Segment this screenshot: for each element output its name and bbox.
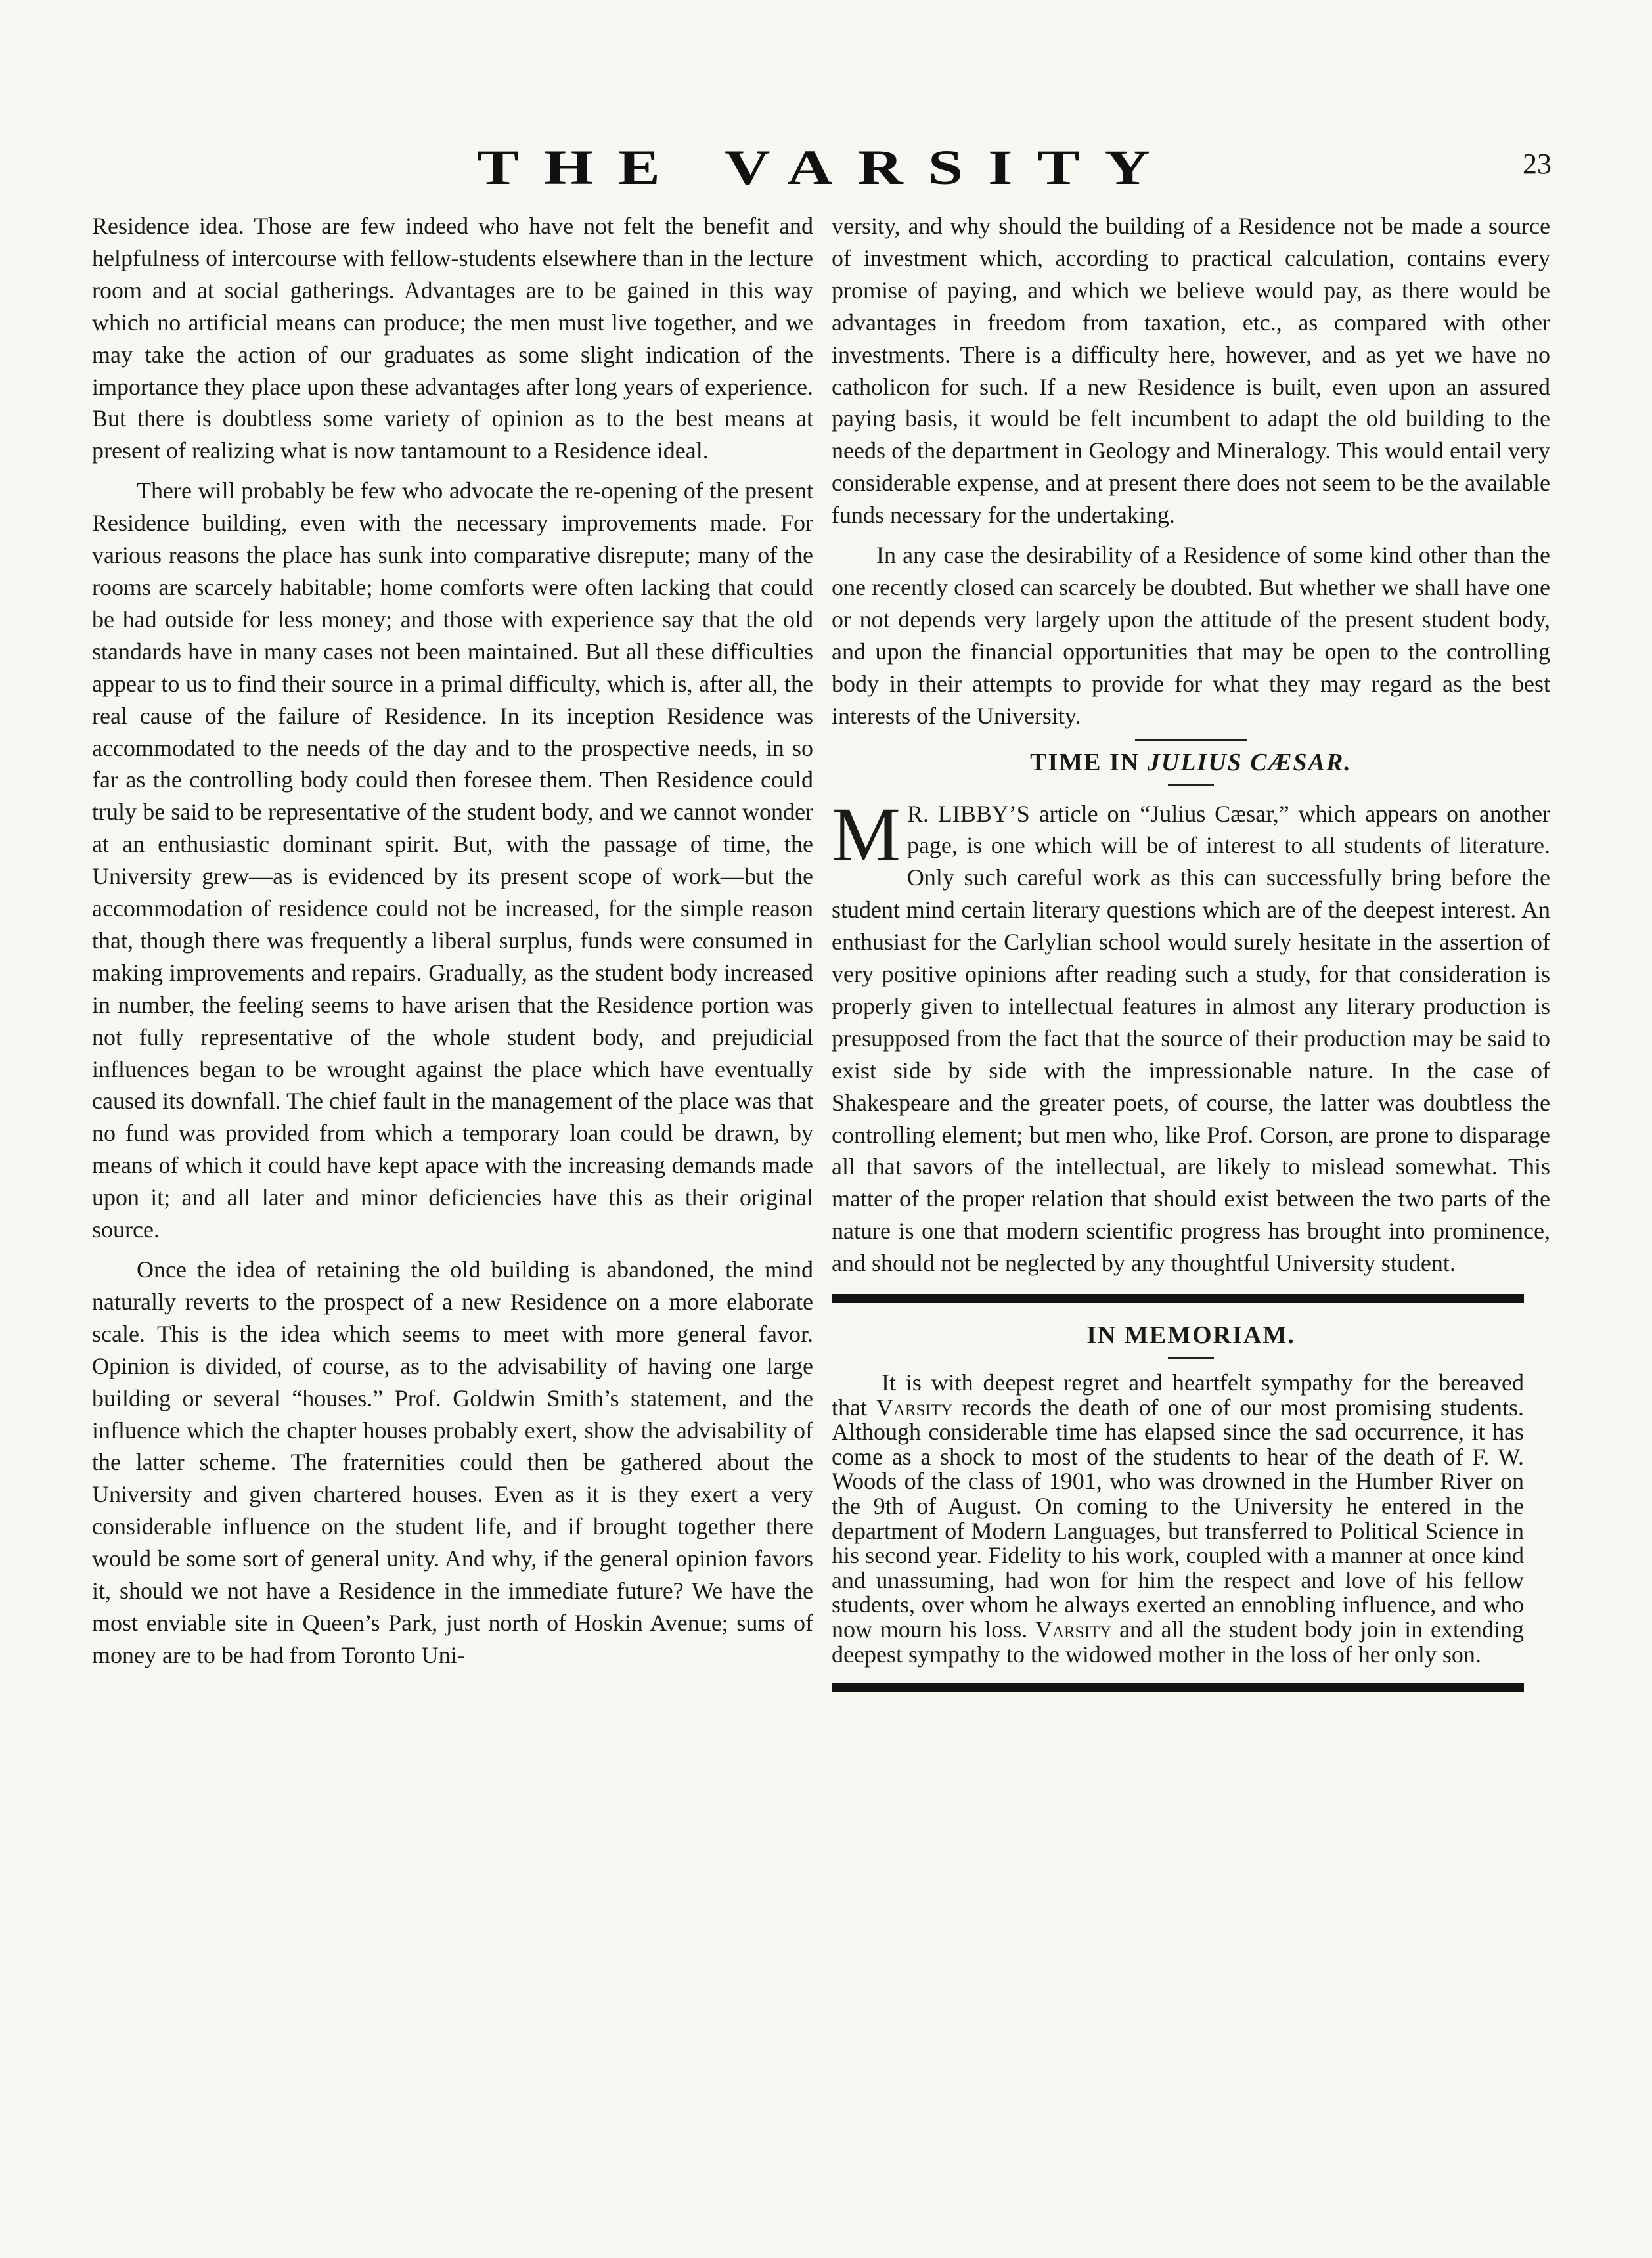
memoriam-text-c: and all the student body join in extending deepest sympathy to the widowed mother in the loss of her only son.	[832, 1616, 1524, 1668]
heading-underline	[1168, 784, 1214, 786]
varsity-name: Varsity	[876, 1394, 953, 1421]
memoriam-text-b: records the death of one of our most promising students. Although considerable time has elapsed since the sad occurrence, it has come as a shock to most of the students to hear of the death of F. W. Woods of the class of 1901, who was drowned in the Humber River on the 9th of August. On coming to the University he entered in the department of Modern Languages, but transferred to Political Science in his second year. Fidelity to his work, coupled with a manner at once kind and unassuming, had won for him the respect and love of his fellow students, over whom he always exerted an ennobling influence, and who now mourn his loss.	[832, 1394, 1525, 1643]
masthead-title: THE VARSITY	[477, 139, 1175, 195]
julius-caesar-heading-prefix: TIME IN	[1030, 748, 1140, 776]
julius-caesar-heading	[832, 741, 1550, 784]
page-number: 23	[1523, 148, 1552, 180]
in-memoriam-article	[832, 1371, 1524, 1667]
julius-caesar-paragraph: R. LIBBY’S article on “Julius Cæsar,” which appears on another page, is one which will be of interest to all students of literature. Only such careful work as this can successfully bring before the student mind certain literary questions which are of the deepest interest. An enthusiast for the Carlylian school would surely hesitate in the assertion of very positive opinions after reading such a study, for that consideration is properly given to intellectual features in almost any literary production is presupposed from the fact that the source of their production may be said to exist side by side with the impressionable nature. In the case of Shakespeare and the greater poets, of course, the latter was doubtless the controlling element; but men who, like Prof. Corson, are prone to disparage all that savors of the intellectual, are likely to mislead somewhat. This matter of the proper relation that should exist between the two parts of the nature is one that modern scientific progress has brought into prominence, and should not be neglected by any thoughtful University student.	[832, 800, 1550, 1277]
right-paragraph-1: versity, and why should the building of a Residence not be made a source of investment which, according to practical calculation, contains every promise of paying, and which we believe would pay, as there would be advantages in freedom from taxation, etc., as compared with other investments. There is a difficulty here, however, and as yet we have no catholicon for such. If a new Residence is built, even upon an assured paying basis, it would be felt incumbent to adapt the old building to the needs of the department in Geology and Mineralogy. This would entail very considerable expense, and at present there does not seem to be the available funds necessary for the undertaking.	[832, 213, 1550, 529]
masthead	[0, 131, 1652, 204]
in-memoriam-heading: IN MEMORIAM.	[1086, 1321, 1295, 1350]
julius-caesar-heading-title: JULIUS CÆSAR.	[1147, 748, 1352, 776]
left-paragraph-3: Once the idea of retaining the old building is abandoned, the mind naturally reverts to the prospect of a new Residence on a more elaborate scale. This is the idea which seems to meet with more general favor. Opinion is divided, of course, as to the advisability of having one large building or several “houses.” Prof. Goldwin Smith’s statement, and the influence which the chapter houses probably exert, show the advisability of the latter scheme. The fraternities could then be gathered about the University and given chartered houses. Even as it is they exert a very considerable influence on the student life, and if brought together there would be some sort of general unity. And why, if the general opinion favors it, should we not have a Residence in the immediate future? We have the most enviable site in Queen’s Park, just north of Hoskin Avenue; sums of money are to be had from Toronto Uni-	[92, 1256, 813, 1668]
right-column	[832, 210, 1550, 1692]
left-column	[92, 210, 813, 1671]
closing-divider	[832, 1683, 1524, 1692]
julius-caesar-article	[832, 791, 1550, 1280]
right-paragraph-2: In any case the desirability of a Residence of some kind other than the one recently closed can scarcely be doubted. But whether we shall have one or not depends very largely upon the attitude of the present student body, and upon the financial opportunities that may be open to the controlling body in their attempts to provide for what they may regard as the best interests of the University.	[832, 542, 1550, 729]
memoriam-paragraph	[832, 1371, 1524, 1667]
left-paragraph-1: Residence idea. Those are few indeed who have not felt the benefit and helpfulness of intercourse with fellow-students elsewhere than in the lecture room and at social gatherings. Advantages are to be gained in this way which no artificial means can produce; the men must live together, and we may take the action of our graduates as some slight indication of the importance they place upon these advantages after long years of experience. But there is doubtless some variety of opinion as to the best means at present of realizing what is now tantamount to a Residence ideal.	[92, 213, 813, 464]
left-paragraph-2: There will probably be few who advocate the re-opening of the present Residence building, even with the necessary improvements made. For various reasons the place has sunk into comparative disrepute; many of the rooms are scarcely habitable; home comforts were often lacking that could be had outside for less money; and those with experience say that the old standards have in many cases not been maintained. But all these difficulties appear to us to find their source in a primal difficulty, which is, after all, the real cause of the failure of Residence. In its inception Residence was accommodated to the needs of the day and to the prospective needs, in so far as the controlling body could then foresee them. Then Residence could truly be said to be representative of the student body, and we cannot wonder at an enthusiastic dominant spirit. But, with the passage of time, the University grew—as is evidenced by its present scope of work—but the accommodation of residence could not be increased, for the simple reason that, though there was frequently a liberal surplus, funds were consumed in making improvements and repairs. Gradually, as the student body increased in number, the feeling seems to have arisen that the Residence portion was not fully representative of the whole student body, and prejudicial influences began to be wrought against the place which have eventually caused its downfall. The chief fault in the management of the place was that no fund was provided from which a temporary loan could be drawn, by means of which it could have kept apace with the increasing demands made upon it; and all later and minor deficiencies have this as their original source.	[92, 477, 813, 1243]
memoriam-text-a: It is with deepest regret and heartfelt sympathy for the bereaved that	[832, 1369, 1524, 1421]
heavy-divider	[832, 1294, 1524, 1303]
drop-cap: M	[832, 791, 901, 877]
memoriam-underline	[1168, 1357, 1214, 1359]
varsity-name: Varsity	[1035, 1616, 1112, 1643]
